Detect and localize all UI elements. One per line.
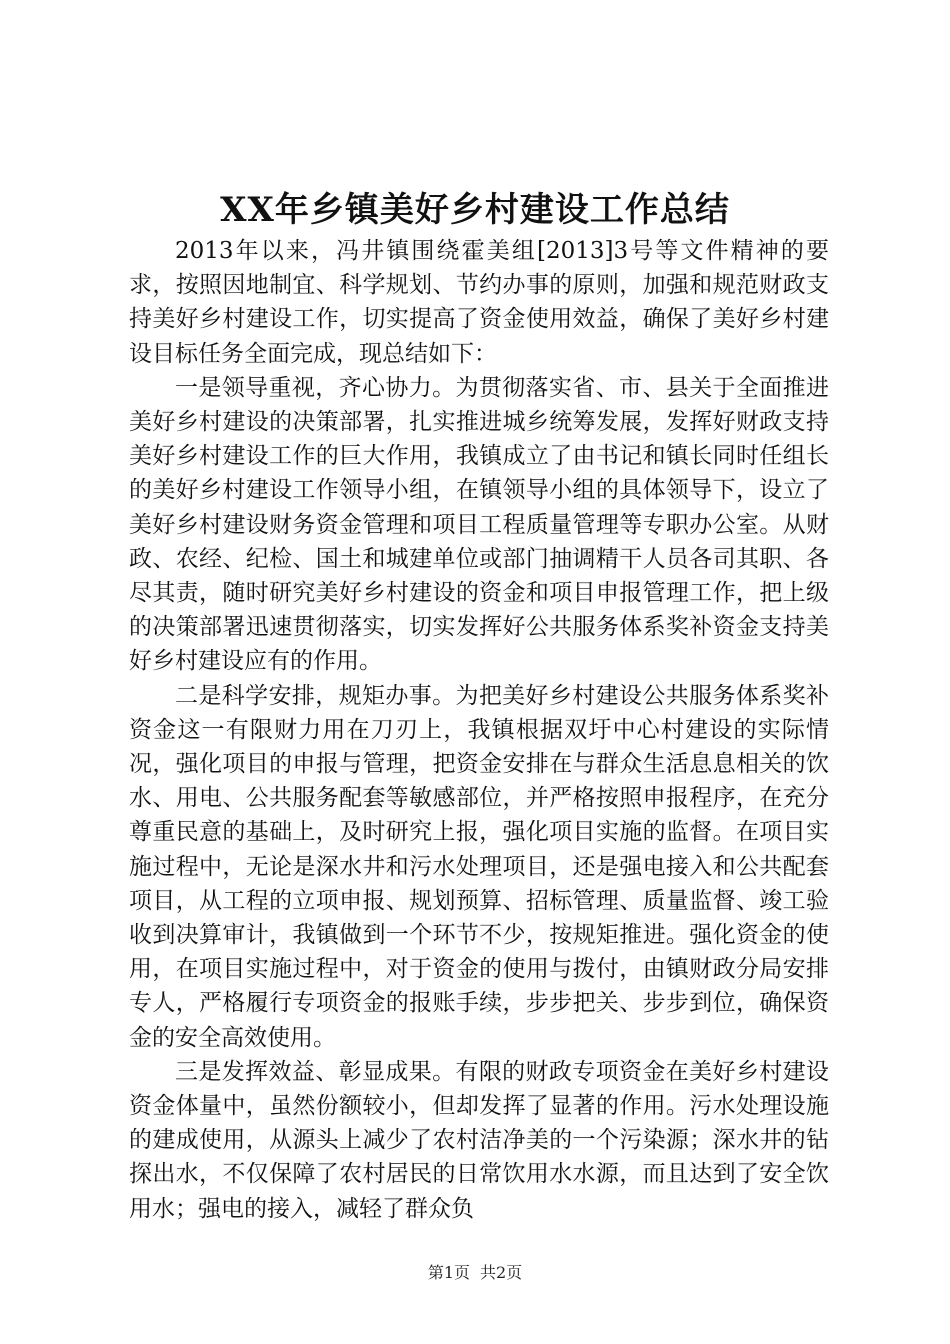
paragraph-arrangement: 二是科学安排，规矩办事。为把美好乡村建设公共服务体系奖补资金这一有限财力用在刀刃上，我镇根据双圩中心村建设的实际情况，强化项目的申报与管理，把资金安排在与群众生活息息相关的饮水、用电、公共服务配套等敏感部位，并严格按照申报程序，在充分尊重民意的基础上，及时研究上报，强化项目实施的监督。在项目实施过程中，无论是深水井和污水处理项目，还是强电接入和公共配套项目，从工程的立项申报、规划预算、招标管理、质量监督、竣工验收到决算审计，我镇做到一个环节不少，按规矩推进。强化资金的使用，在项目实施过程中，对于资金的使用与拨付，由镇财政分局安排专人，严格履行专项资金的报账手续，步步把关、步步到位，确保资金的安全高效使用。 (129, 682, 829, 1051)
paragraph-results: 三是发挥效益、彰显成果。有限的财政专项资金在美好乡村建设资金体量中，虽然份额较小，但却发挥了显著的作用。污水处理设施的建成使用，从源头上减少了农村洁净美的一个污染源；深水井的钻探出水，不仅保障了农村居民的日常饮用水水源，而且达到了安全饮用水；强电的接入，减轻了群众负 (129, 1058, 829, 1222)
page-footer (0, 1262, 950, 1284)
page-number: 第1页 (427, 1263, 470, 1282)
document-title: XX年乡镇美好乡村建设工作总结 (220, 190, 730, 230)
paragraph-intro: 2013年以来，冯井镇围绕霍美组[2013]3号等文件精神的要求，按照因地制宜、科学规划、节约办事的原则，加强和规范财政支持美好乡村建设工作，切实提高了资金使用效益，确保了美好乡村建设目标任务全面完成，现总结如下： (129, 238, 829, 367)
page-total: 共2页 (480, 1263, 523, 1282)
document-body (129, 234, 829, 1226)
paragraph-leadership: 一是领导重视，齐心协力。为贯彻落实省、市、县关于全面推进美好乡村建设的决策部署，扎实推进城乡统筹发展，发挥好财政支持美好乡村建设工作的巨大作用，我镇成立了由书记和镇长同时任组长的美好乡村建设工作领导小组，在镇领导小组的具体领导下，设立了美好乡村建设财务资金管理和项目工程质量管理等专职办公室。从财政、农经、纪检、国土和城建单位或部门抽调精干人员各司其职、各尽其责，随时研究美好乡村建设的资金和项目申报管理工作，把上级的决策部署迅速贯彻落实，切实发挥好公共服务体系奖补资金支持美好乡村建设应有的作用。 (129, 374, 829, 675)
